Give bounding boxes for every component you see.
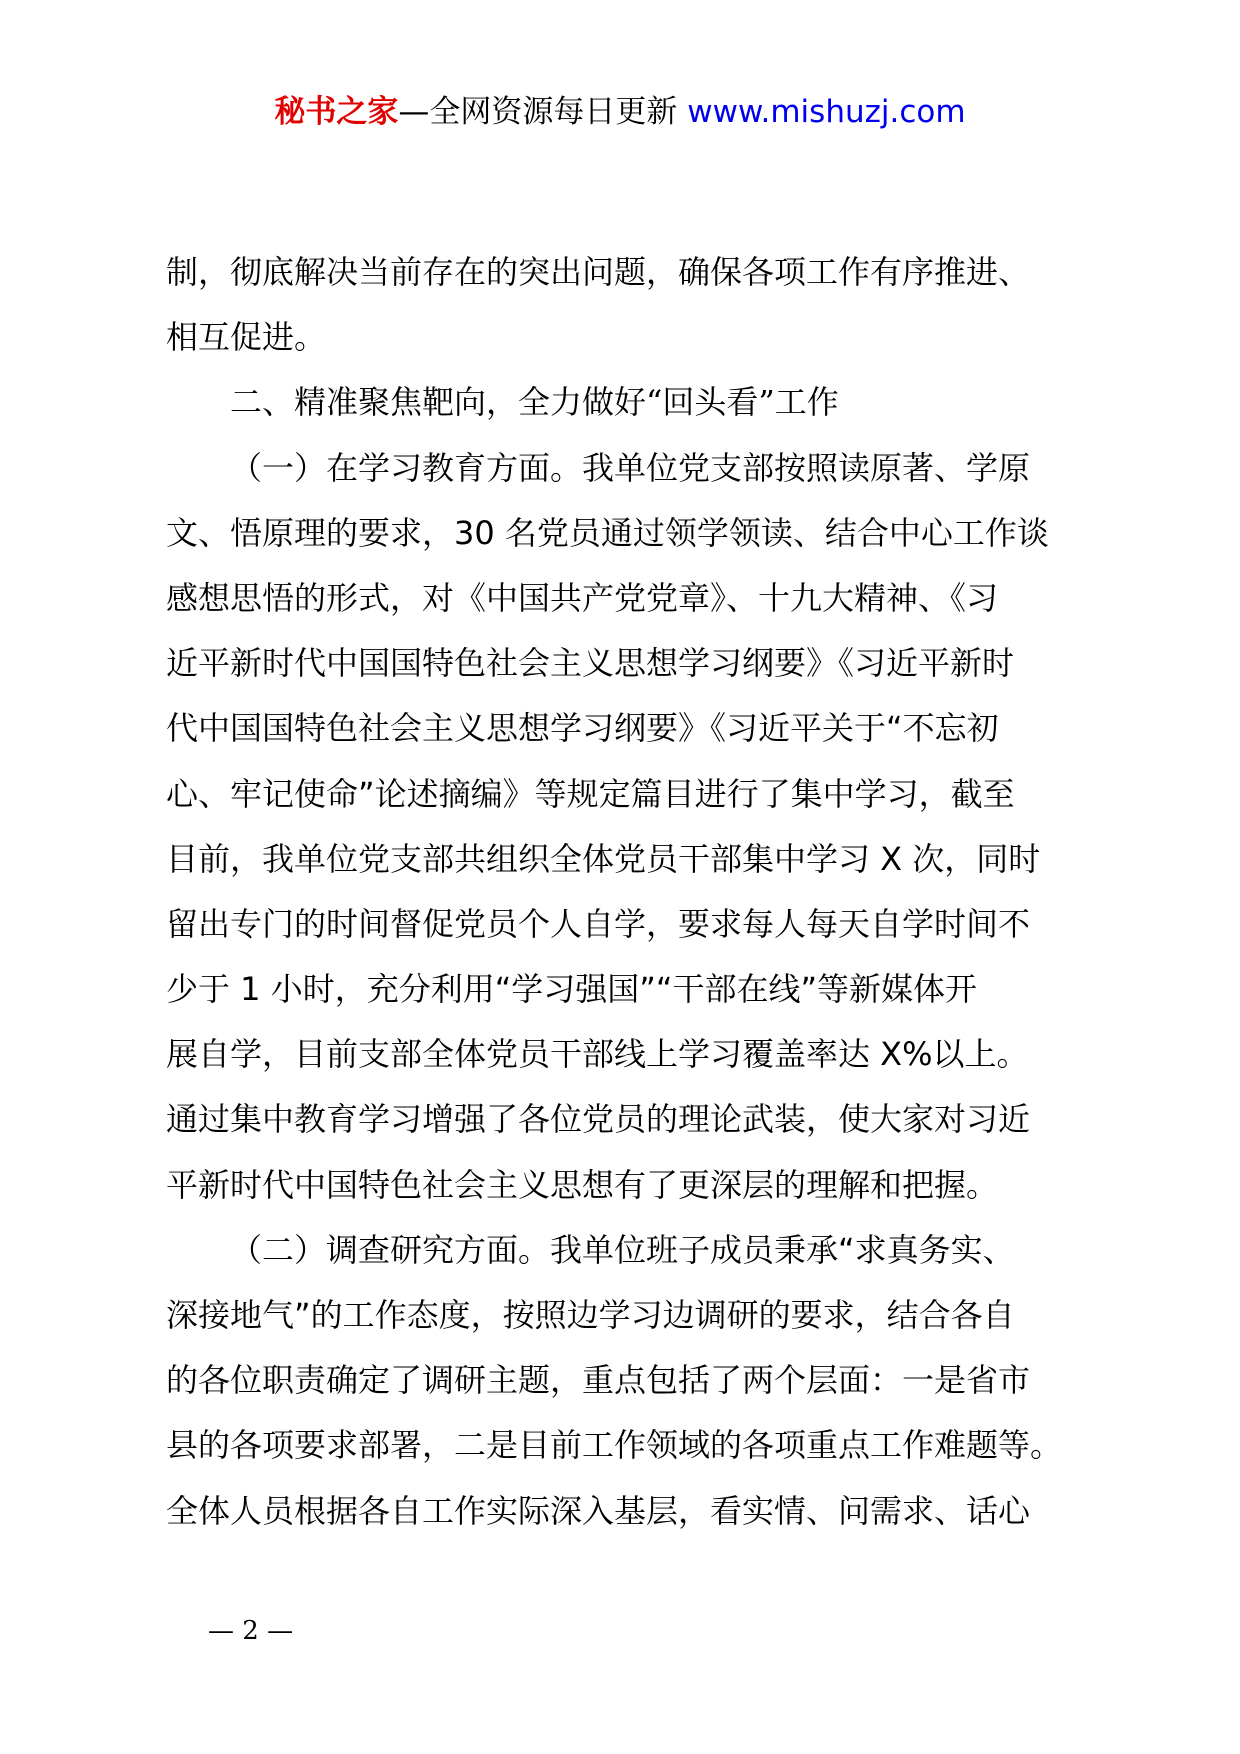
text-line: 心、牢记使命”论述摘编》等规定篇目进行了集中学习，截至 (166, 774, 1015, 813)
text-line: 少于 1 小时，充分利用“学习强国”“干部在线”等新媒体开 (166, 970, 978, 1009)
text-line: 县的各项要求部署，二是目前工作领域的各项重点工作难题等。 (166, 1426, 1063, 1465)
brand-name: 秘书之家 (274, 94, 399, 130)
text-line: 目前，我单位党支部共组织全体党员干部集中学习 X 次，同时 (166, 839, 1041, 878)
document-body (166, 240, 1098, 1544)
text-line: 近平新时代中国国特色社会主义思想学习纲要》《习近平新时 (166, 644, 1015, 683)
text-line: 全体人员根据各自工作实际深入基层，看实情、问需求、话心 (166, 1491, 1031, 1530)
text-line: 相互促进。 (166, 318, 327, 357)
site-url-link[interactable]: www.mishuzj.com (687, 94, 966, 130)
header-slogan: —全网资源每日更新 (398, 94, 688, 130)
text-line: 深接地气”的工作态度，按照边学习边调研的要求，结合各自 (166, 1296, 1015, 1334)
text-line: 制，彻底解决当前存在的突出问题，确保各项工作有序推进、 (166, 253, 1031, 291)
page-number: — 2 — (208, 1616, 294, 1646)
site-watermark-header (0, 92, 1240, 132)
section-heading: 二、精准聚焦靶向，全力做好“回头看”工作 (230, 383, 839, 422)
text-line: （二）调查研究方面。我单位班子成员秉承“求真务实、 (230, 1230, 1015, 1269)
text-line: 留出专门的时间督促党员个人自学，要求每人每天自学时间不 (166, 904, 1031, 943)
text-line: （一）在学习教育方面。我单位党支部按照读原著、学原 (230, 448, 1031, 487)
text-line: 的各位职责确定了调研主题，重点包括了两个层面：一是省市 (166, 1361, 1031, 1400)
text-line: 通过集中教育学习增强了各位党员的理论武装，使大家对习近 (166, 1100, 1031, 1139)
text-line: 平新时代中国特色社会主义思想有了更深层的理解和把握。 (166, 1165, 999, 1204)
text-line: 代中国国特色社会主义思想学习纲要》《习近平关于“不忘初 (166, 709, 999, 748)
text-line: 文、悟原理的要求，30 名党员通过领学领读、结合中心工作谈 (166, 513, 1049, 552)
text-line: 感想思悟的形式，对《中国共产党党章》、十九大精神、《习 (166, 578, 999, 617)
text-line: 展自学，目前支部全体党员干部线上学习覆盖率达 X%以上。 (166, 1035, 1029, 1074)
